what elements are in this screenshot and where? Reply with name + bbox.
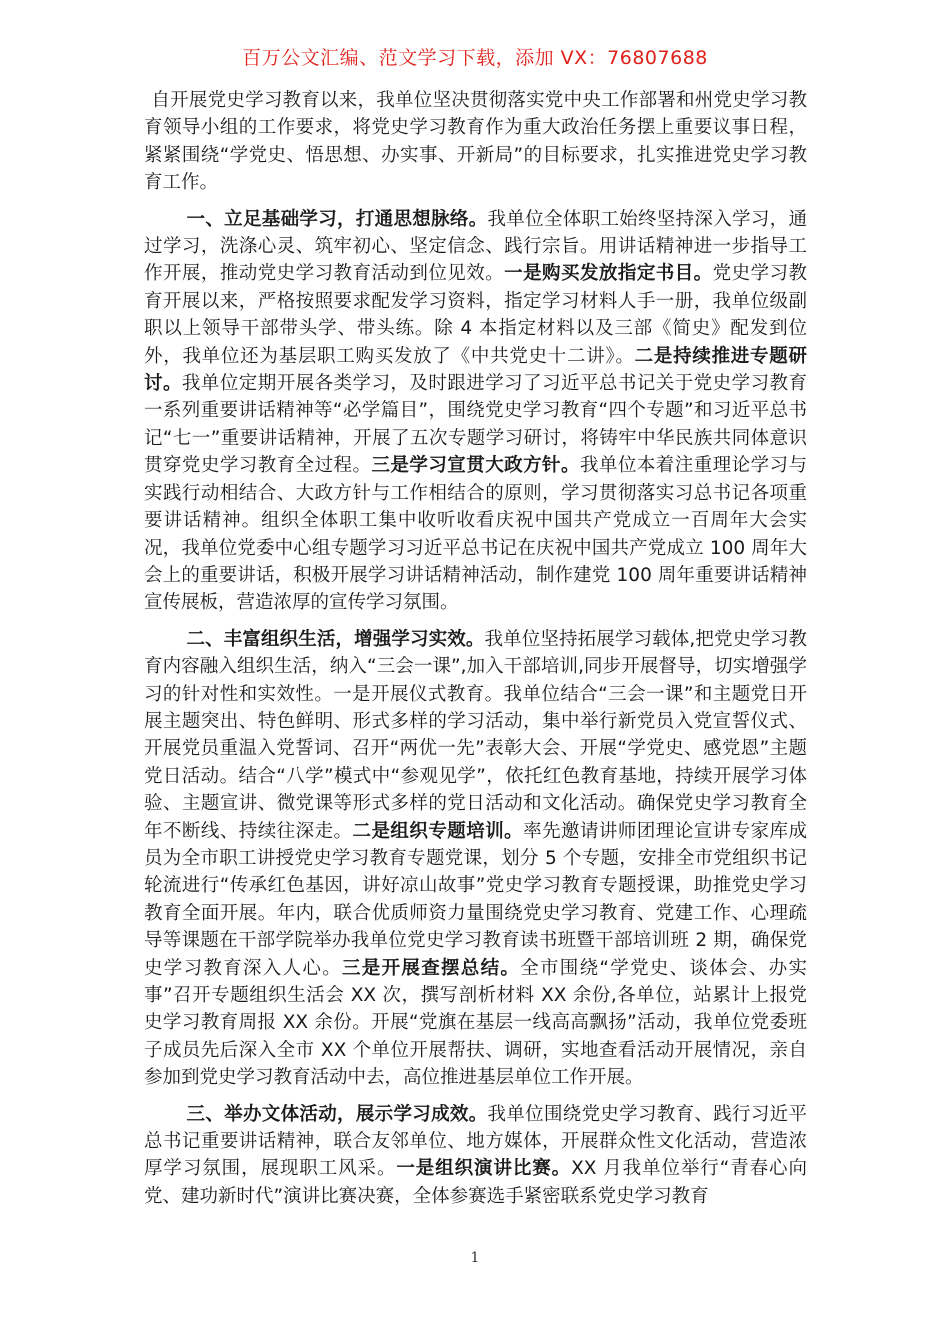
section-1-point-1-heading: 一是购买发放指定书目。 xyxy=(504,263,713,285)
section-1-point-2-text: 我单位定期开展各类学习，及时跟进学习了习近平总书记关于党史学习教育一系列重要讲话精神等“必学篇目”，围绕党史学习教育“四个专题”和习近平总书记“七一”重要讲话精神，开展了五次专题学习研讨，将铸牢中华民族共同体意识贯穿党史学习教育全过程。 xyxy=(144,373,807,477)
download-watermark-header: 百万公文汇编、范文学习下载，添加 VX：76807688 xyxy=(242,47,708,69)
section-2-point-2-text: 率先邀请讲师团理论宣讲专家库成员为全市职工讲授党史学习教育专题党课，划分 5 个专题，安排全市党组织书记轮流进行“传承红色基因，讲好凉山故事”党史学习教育专题授课，助推党史学习教育全面开展。年内，联合优质师资力量围绕党史学习教育、党建工作、心理疏导等课题在干部学院举办我单位党史学习教育读书班暨干部培训班 2 期，确保党史学习教育深入人心。 xyxy=(144,820,807,979)
section-2-point-3-heading: 三是开展查摆总结。 xyxy=(342,957,521,979)
section-1-point-1-text: 党史学习教育开展以来，严格按照要求配发学习资料，指定学习材料人手一册，我单位级副职以上领导干部带头学、带头练。除 4 本指定材料以及三部《简史》配发到位外，我单位还为基层职工购买发放了《中共党史十二讲》。 xyxy=(144,263,807,367)
section-1-point-2-heading: 二是持续推进专题研讨。 xyxy=(144,345,807,395)
section-2-text: 我单位坚持拓展学习载体,把党史学习教育内容融入组织生活，纳入“三会一课”,加入干部培训,同步开展督导，切实增强学习的针对性和实效性。一是开展仪式教育。我单位结合“三会一课”和主题党日开展主题突出、特色鲜明、形式多样的学习活动，集中举行新党员入党宣誓仪式、开展党员重温入党誓词、召开“两优一先”表彰大会、开展“学党史、感党恩”主题党日活动。结合“八学”模式中“参观见学”，依托红色教育基地，持续开展学习体验、主题宣讲、微党课等形式多样的党日活动和文化活动。确保党史学习教育全年不断线、持续往深走。 xyxy=(144,628,807,842)
section-1-heading: 一、立足基础学习，打通思想脉络。 xyxy=(186,208,488,230)
section-1-point-3-heading: 三是学习宣贯大政方针。 xyxy=(371,455,580,477)
section-paragraph-1 xyxy=(144,206,807,617)
section-1-point-3-text: 我单位本着注重理论学习与实践行动相结合、大政方针与工作相结合的原则，学习贯彻落实习总书记各项重要讲话精神。组织全体职工集中收听收看庆祝中国共产党成立一百周年大会实况，我单位党委中心组专题学习习近平总书记在庆祝中国共产党成立 100 周年大会上的重要讲话，积极开展学习讲话精神活动，制作建党 100 周年重要讲话精神宣传展板，营造浓厚的宣传学习氛围。 xyxy=(144,455,807,614)
section-3-point-1-text: XX 月我单位举行“青春心向党、建功新时代”演讲比赛决赛，全体参赛选手紧密联系党史学习教育 xyxy=(144,1158,807,1207)
section-2-heading: 二、丰富组织生活，增强学习实效。 xyxy=(186,628,485,650)
section-2-point-3-text: 全市围绕“学党史、谈体会、办实事”召开专题组织生活会 XX 次，撰写剖析材料 XX 余份,各单位，站累计上报党史学习教育周报 XX 余份。开展“党旗在基层一线高高飘扬”活动，我单位党委班子成员先后深入全市 XX 个单位开展帮扶、调研，实地查看活动开展情况，亲自参加到党史学习教育活动中去，高位推进基层单位工作开展。 xyxy=(144,957,807,1089)
section-paragraph-2 xyxy=(144,626,807,1092)
page-number: 1 xyxy=(470,1250,480,1266)
section-3-point-1-heading: 一是组织演讲比赛。 xyxy=(396,1158,572,1180)
section-2-point-2-heading: 二是组织专题培训。 xyxy=(352,820,524,842)
section-paragraph-3 xyxy=(144,1101,807,1211)
document-body xyxy=(144,87,807,1219)
section-3-heading: 三、举办文体活动，展示学习成效。 xyxy=(186,1103,488,1125)
section-1-text: 我单位全体职工始终坚持深入学习，通过学习，洗涤心灵、筑牢初心、坚定信念、践行宗旨。用讲话精神进一步指导工作开展，推动党史学习教育活动到位见效。 xyxy=(144,208,807,285)
intro-paragraph: 自开展党史学习教育以来，我单位坚决贯彻落实党中央工作部署和州党史学习教育领导小组的工作要求，将党史学习教育作为重大政治任务摆上重要议事日程，紧紧围绕“学党史、悟思想、办实事、开新局”的目标要求，扎实推进党史学习教育工作。 xyxy=(144,90,807,194)
section-3-text: 我单位围绕党史学习教育、践行习近平总书记重要讲话精神，联合友邻单位、地方媒体，开展群众性文化活动，营造浓厚学习氛围，展现职工风采。 xyxy=(144,1103,807,1180)
